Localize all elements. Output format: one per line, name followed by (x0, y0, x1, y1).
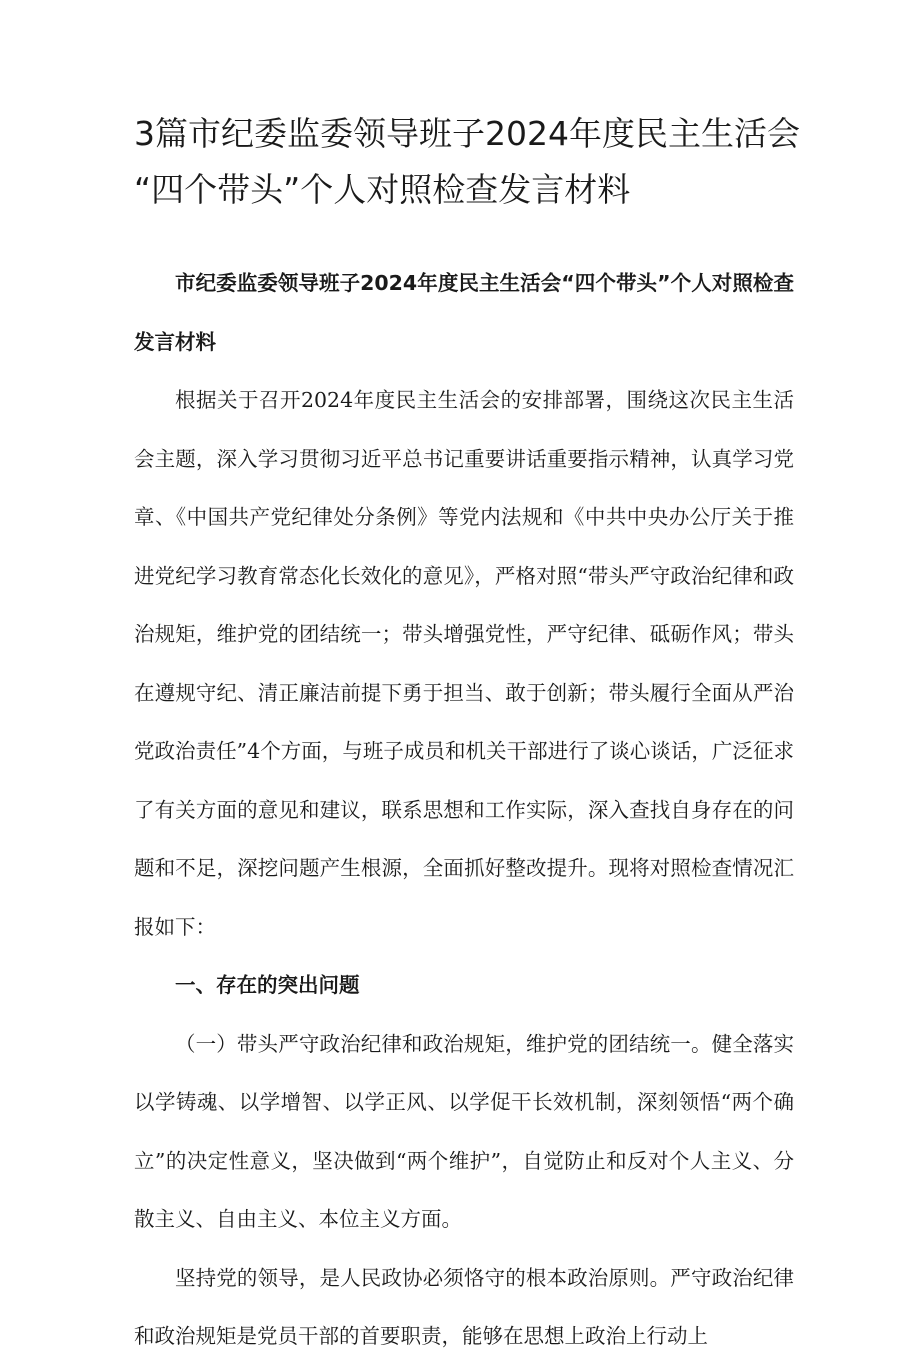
document-title-line-2: “四个带头”个人对照检查发言材料 (134, 170, 631, 209)
section-heading-1: 一、存在的突出问题 (175, 973, 360, 997)
document-title-line-1: 3篇市纪委监委领导班子2024年度民主生活会 (134, 114, 800, 153)
document-subtitle: 市纪委监委领导班子2024年度民主生活会“四个带头”个人对照检查发言材料 (134, 271, 794, 354)
document-body (134, 254, 794, 1366)
section-1-paragraph-2: 坚持党的领导，是人民政协必须恪守的根本政治原则。严守政治纪律和政治规矩是党员干部的首要职责，能够在思想上政治上行动上 (134, 1265, 794, 1348)
document-title (134, 106, 814, 218)
intro-paragraph: 根据关于召开2024年度民主生活会的安排部署，围绕这次民主生活会主题，深入学习贯彻习近平总书记重要讲话重要指示精神，认真学习党章、《中国共产党纪律处分条例》等党内法规和《中共中央办公厅关于推进党纪学习教育常态化长效化的意见》，严格对照“带头严守政治纪律和政治规矩，维护党的团结统一；带头增强党性，严守纪律、砥砺作风；带头在遵规守纪、清正廉洁前提下勇于担当、敢于创新；带头履行全面从严治党政治责任”4个方面，与班子成员和机关干部进行了谈心谈话，广泛征求了有关方面的意见和建议，联系思想和工作实际，深入查找自身存在的问题和不足，深挖问题产生根源，全面抓好整改提升。现将对照检查情况汇报如下： (134, 388, 794, 939)
section-1-paragraph-1: （一）带头严守政治纪律和政治规矩，维护党的团结统一。健全落实以学铸魂、以学增智、以学正风、以学促干长效机制，深刻领悟“两个确立”的决定性意义，坚决做到“两个维护”，自觉防止和反对个人主义、分散主义、自由主义、本位主义方面。 (134, 1031, 794, 1231)
